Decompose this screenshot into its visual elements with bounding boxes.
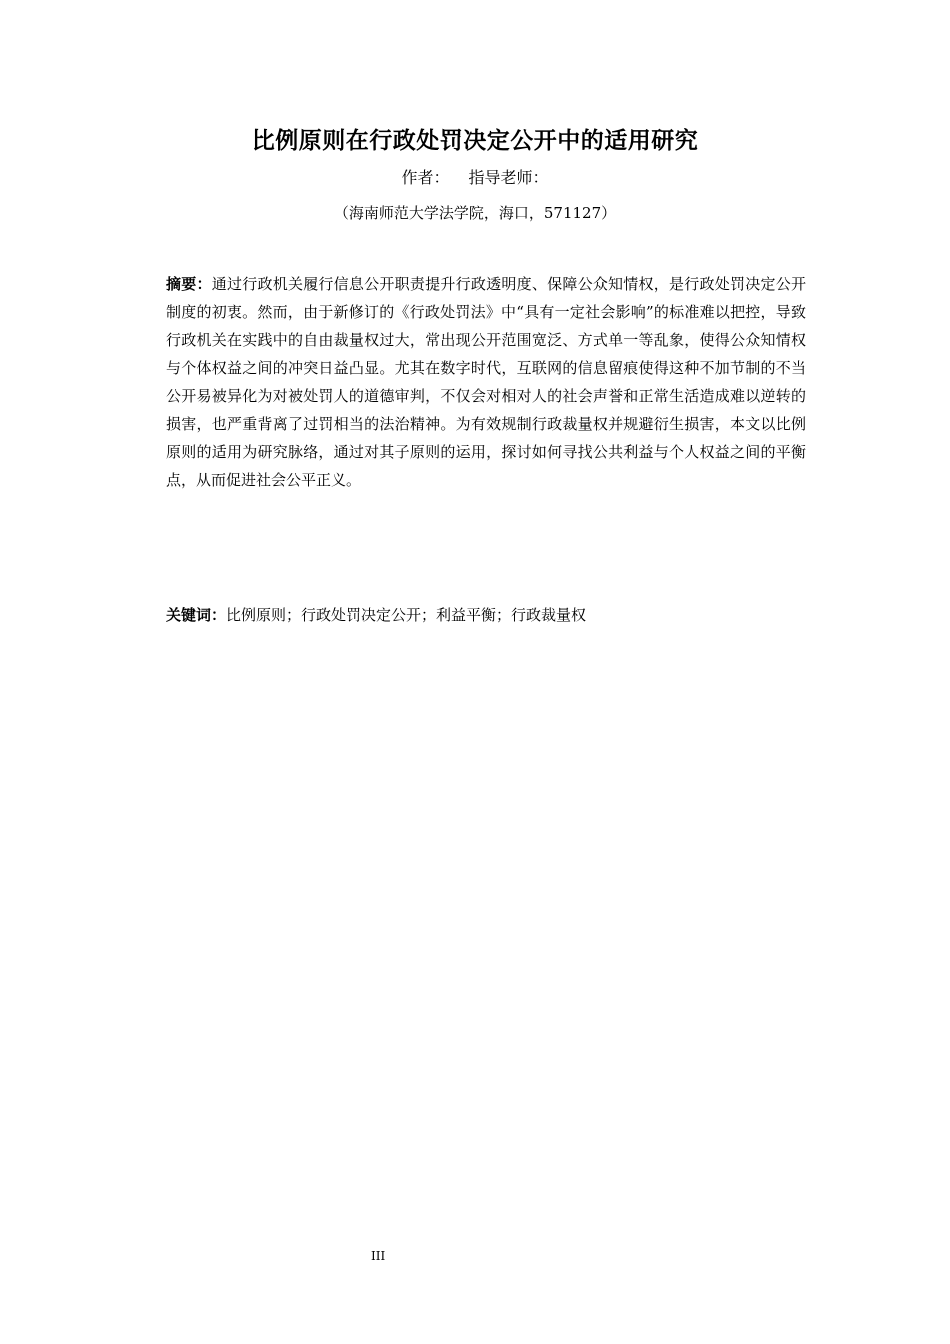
page-number: III: [371, 1249, 386, 1263]
keywords-line: [166, 601, 806, 629]
advisor-label: 指导老师：: [468, 168, 549, 187]
abstract-text: 通过行政机关履行信息公开职责提升行政透明度、保障公众知情权，是行政处罚决定公开制度的初衷。然而，由于新修订的《行政处罚法》中“具有一定社会影响”的标准难以把控，导致行政机关在实践中的自由裁量权过大，常出现公开范围宽泛、方式单一等乱象，使得公众知情权与个体权益之间的冲突日益凸显。尤其在数字时代，互联网的信息留痕使得这种不加节制的不当公开易被异化为对被处罚人的道德审判，不仅会对相对人的社会声誉和正常生活造成难以逆转的损害，也严重背离了过罚相当的法治精神。为有效规制行政裁量权并规避衍生损害，本文以比例原则的适用为研究脉络，通过对其子原则的运用，探讨如何寻找公共利益与个人权益之间的平衡点，从而促进社会公平正义。: [166, 275, 806, 489]
author-line: [0, 165, 950, 188]
keywords-label: 关键词：: [166, 606, 227, 624]
abstract-paragraph: [166, 270, 806, 494]
paper-title: 比例原则在行政处罚决定公开中的适用研究: [251, 128, 699, 154]
abstract-label: 摘要：: [166, 275, 212, 293]
affiliation: （海南师范大学法学院，海口，571127）: [333, 204, 617, 222]
author-label: 作者：: [401, 168, 450, 187]
keywords-text: 比例原则；行政处罚决定公开；利益平衡；行政裁量权: [226, 606, 587, 624]
